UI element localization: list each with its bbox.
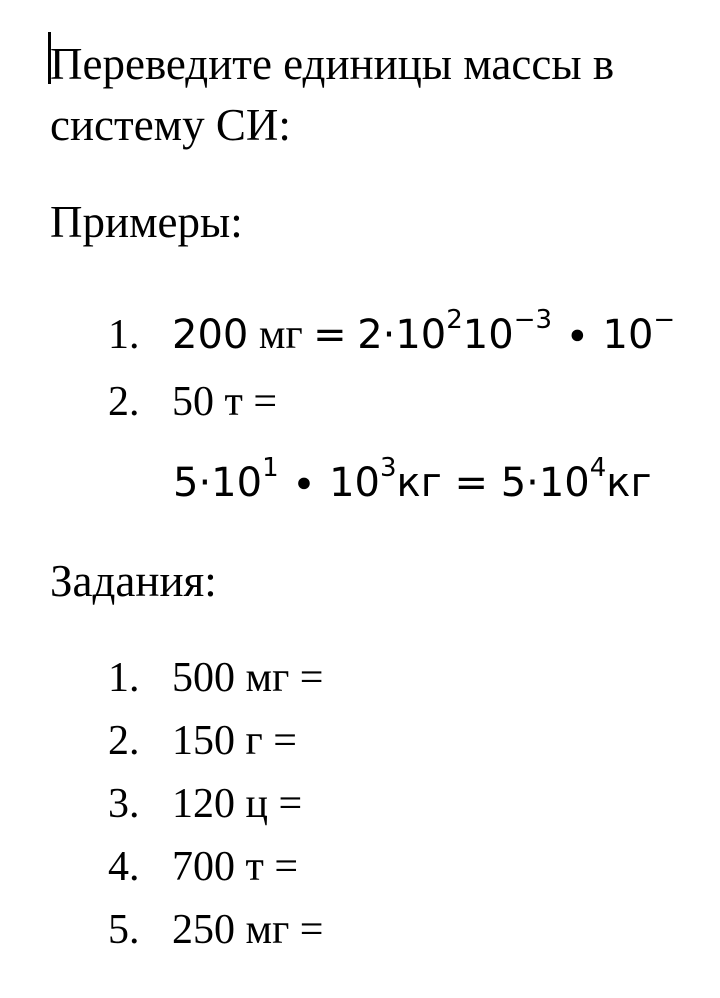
list-number: 1. [108,312,140,358]
math-base: 5·10 [500,460,590,506]
task-text: 120 ц = [172,781,303,827]
task-text: 150 г = [172,718,297,764]
tasks-heading: Задания: [50,556,217,606]
equals-sign: = [454,460,488,506]
task-item-1 [108,653,324,703]
math-operator: ∙ [564,312,590,358]
math-base: 10 [462,312,514,358]
example-item-1 [108,304,676,360]
math-base: 5·10 [173,460,263,506]
math-value: 200 [172,312,249,358]
list-number: 2. [108,379,140,425]
unit-text: кг [396,460,442,506]
list-number: 3. [108,781,140,827]
math-exponent: − [653,304,676,335]
list-number: 1. [108,655,140,701]
example-item-2 [108,377,277,427]
math-base: 10 [329,460,380,506]
equals-sign: = [313,312,347,358]
page-title: Переведите единицы массы в систему СИ: [50,39,615,150]
list-number: 2. [108,718,140,764]
example-2-formula [173,452,652,511]
math-exponent: −3 [513,304,553,335]
unit-text: кг [606,460,652,506]
math-operator: ∙ [291,460,317,506]
task-text: 700 т = [172,844,299,890]
task-item-4 [108,842,298,892]
example-text: 50 т = [172,379,278,425]
math-term [357,304,676,358]
math-base: 10 [602,312,654,358]
task-item-5 [108,905,324,955]
task-text: 500 мг = [172,655,324,701]
math-exponent: 4 [589,452,607,483]
unit-text: мг [258,312,303,358]
task-item-3 [108,779,302,829]
math-base: 2·10 [357,312,447,358]
math-exponent: 1 [262,452,279,483]
task-item-2 [108,716,297,766]
list-number: 4. [108,844,140,890]
math-exponent: 2 [446,304,463,335]
math-exponent: 3 [380,452,397,483]
examples-heading: Примеры: [50,197,243,247]
list-number: 5. [108,907,140,953]
task-text: 250 мг = [172,907,324,953]
